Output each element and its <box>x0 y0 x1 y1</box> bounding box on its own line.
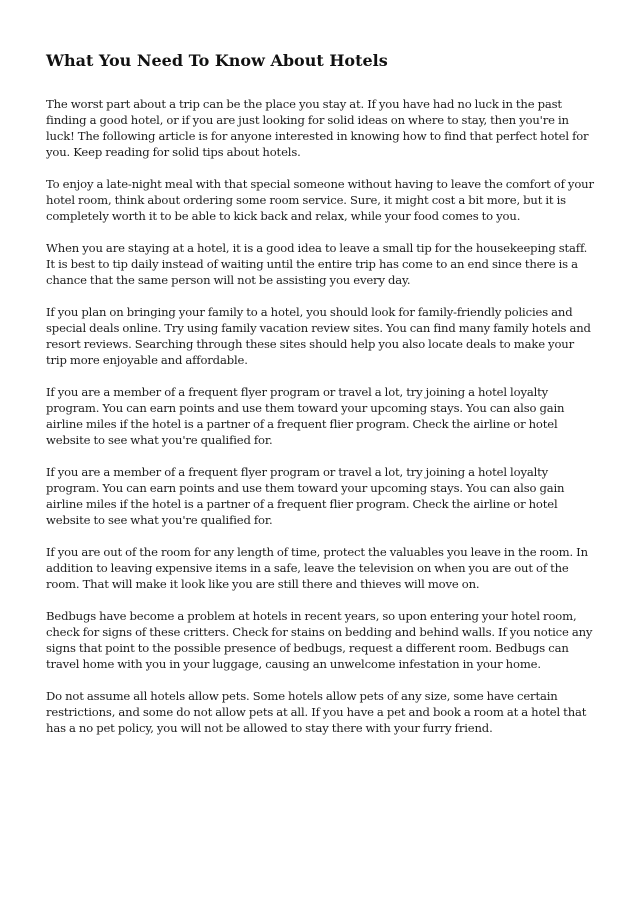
document-title: What You Need To Know About Hotels <box>46 51 388 70</box>
paragraph-room-service: To enjoy a late-night meal with that special someone without having to leave the comfort of your hotel room, think about ordering some room service. Sure, it might cost a bit more, but it is completely worth it to be able to kick back and relax, while your food comes to you. <box>46 177 594 223</box>
paragraph-family-deals: If you plan on bringing your family to a hotel, you should look for family-friendly policies and special deals online. Try using family vacation review sites. You can find many family hotels and resort reviews. Searching through these sites should help you also locate deals to make your trip more enjoyable and affordable. <box>46 305 591 367</box>
paragraph-loyalty-program-repeat: If you are a member of a frequent flyer program or travel a lot, try joining a hotel loyalty program. You can earn points and use them toward your upcoming stays. You can also gain airline miles if the hotel is a partner of a frequent flier program. Check the airline or hotel website to see what you're qualified for. <box>46 465 565 527</box>
paragraph-intro: The worst part about a trip can be the place you stay at. If you have had no luck in the past finding a good hotel, or if you are just looking for solid ideas on where to stay, then you're in luck! The following article is for anyone interested in knowing how to find that perfect hotel for you. Keep reading for solid tips about hotels. <box>46 97 589 159</box>
paragraph-loyalty-program: If you are a member of a frequent flyer program or travel a lot, try joining a hotel loyalty program. You can earn points and use them toward your upcoming stays. You can also gain airline miles if the hotel is a partner of a frequent flier program. Check the airline or hotel website to see what you're qualified for. <box>46 385 565 447</box>
paragraph-pets: Do not assume all hotels allow pets. Some hotels allow pets of any size, some have certain restrictions, and some do not allow pets at all. If you have a pet and book a room at a hotel that has a no pet policy, you will not be allowed to stay there with your furry friend. <box>46 689 587 735</box>
paragraph-bedbugs: Bedbugs have become a problem at hotels in recent years, so upon entering your hotel room, check for signs of these critters. Check for stains on bedding and behind walls. If you notice any signs that point to the possible presence of bedbugs, request a different room. Bedbugs can travel home with you in your luggage, causing an unwelcome infestation in your home. <box>46 609 593 671</box>
paragraph-valuables: If you are out of the room for any length of time, protect the valuables you leave in the room. In addition to leaving expensive items in a safe, leave the television on when you are out of the room. That will make it look like you are still there and thieves will move on. <box>46 545 588 591</box>
document-body <box>46 96 594 736</box>
document-page <box>46 50 594 752</box>
paragraph-housekeeping-tip: When you are staying at a hotel, it is a good idea to leave a small tip for the housekeeping staff. It is best to tip daily instead of waiting until the entire trip has come to an end since there is a chance that the same person will not be assisting you every day. <box>46 241 588 287</box>
